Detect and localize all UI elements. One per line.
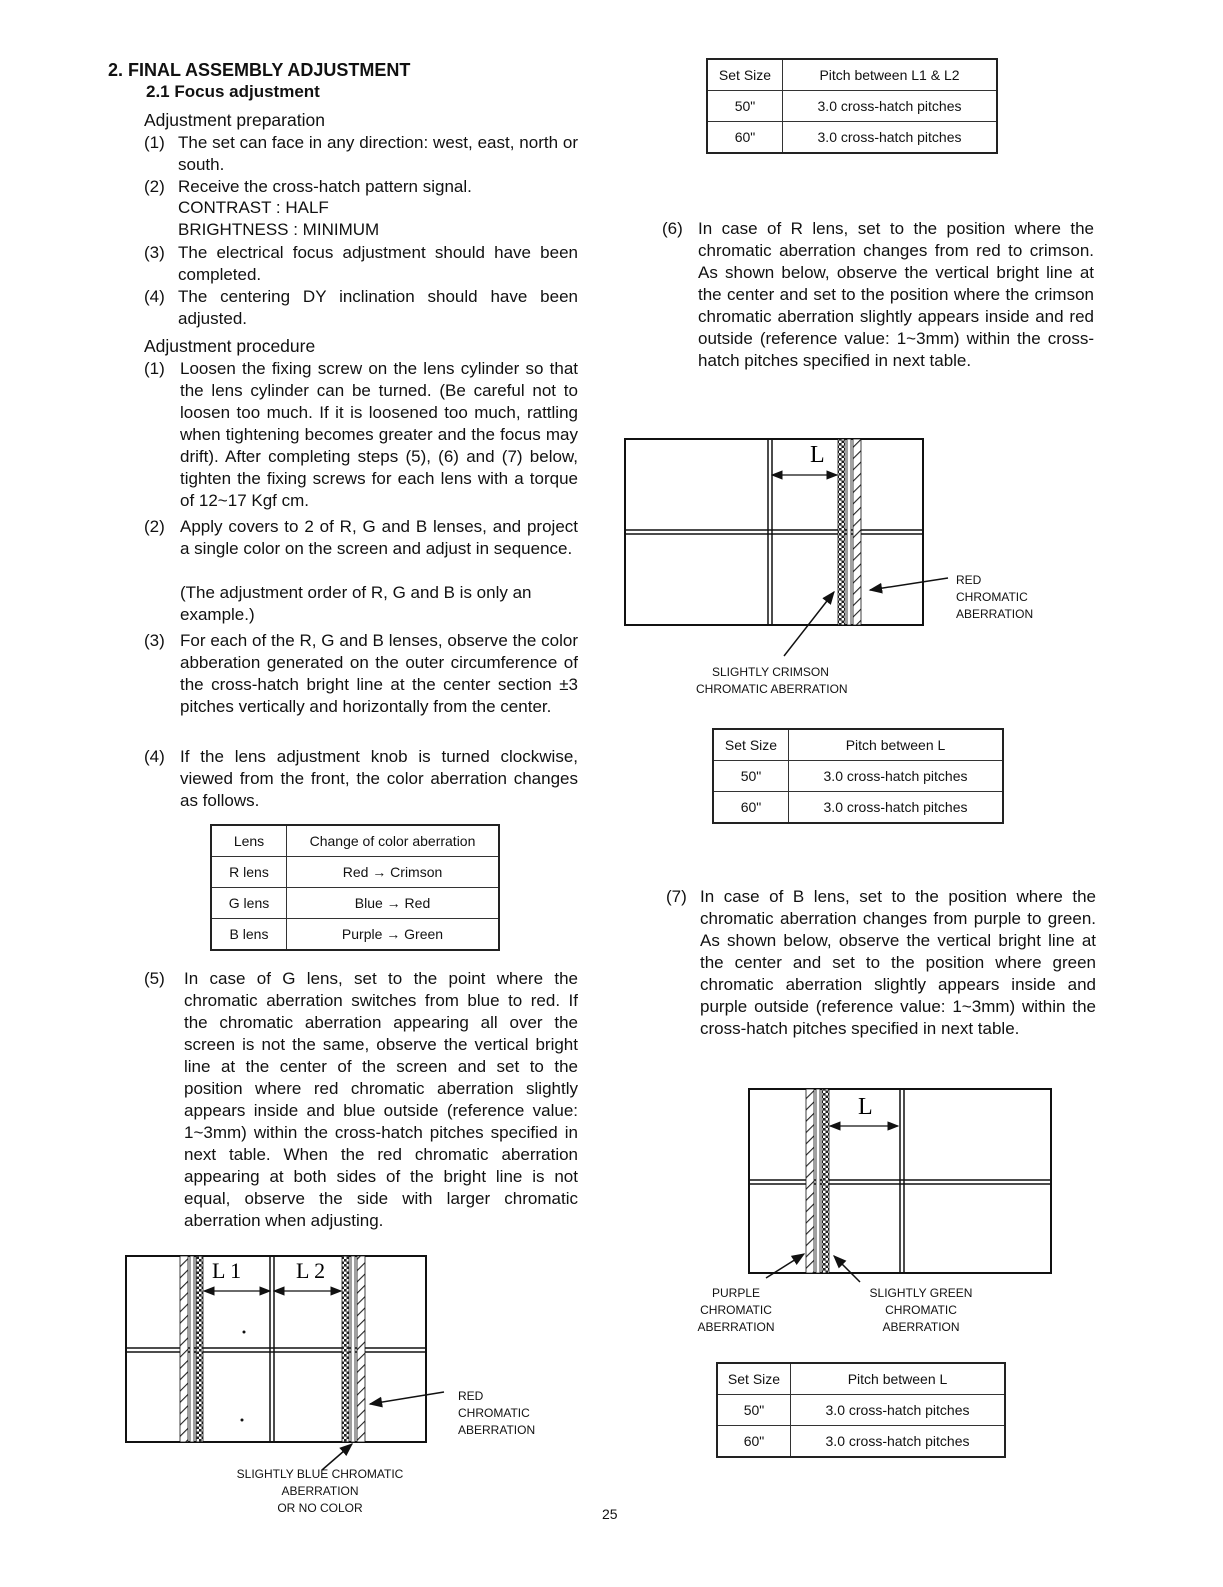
step-text: If the lens adjustment knob is turned clockwise, viewed from the front, the color aberration changes as follows. [180, 747, 578, 810]
table-cell: Purple → Green [287, 919, 500, 951]
red-aberration-label [956, 572, 1033, 623]
step-text: Apply covers to 2 of R, G and B lenses, and project a single color on the screen and adjust in sequence. [180, 517, 578, 558]
table-cell: 60" [713, 792, 789, 824]
step-text: In case of R lens, set to the position where the chromatic aberration changes from red to crimson. As shown below, observe the vertical bright line at the center and set to the position where the crimson chromatic aberration slightly appears inside and red outside (reference value: 1~3mm) within the cross-hatch pitches specified in next table. [698, 219, 1094, 370]
section-title: 2. FINAL ASSEMBLY ADJUSTMENT [108, 60, 411, 80]
table-header-row [211, 825, 499, 857]
bright-line-left [806, 1089, 829, 1273]
subsection-title: 2.1 Focus adjustment [146, 82, 320, 101]
step-text: For each of the R, G and B lenses, observe the color abberation generated on the outer circumference of the cross-hatch bright line at the center section ±3 pitches vertically and horizontally from the center. [180, 631, 578, 716]
table-cell: 60" [707, 122, 783, 154]
step-number: (6) [662, 219, 683, 238]
bright-line-right [838, 439, 861, 625]
table-row [717, 1395, 1005, 1426]
l-label: L [810, 442, 825, 468]
label-line: CHROMATIC [956, 590, 1028, 604]
table-cell: 3.0 cross-hatch pitches [783, 122, 998, 154]
table-row [707, 122, 997, 154]
step-text: In case of G lens, set to the point where the chromatic aberration switches from blue to red. If the chromatic aberration appearing all over the screen is not the same, observe the vertical bright line at the center of the screen and set to the position where red chromatic aberration slightly appears inside and blue outside (reference value: 1~3mm) within the cross-hatch pitches specified in next table. When the red chromatic aberration appearing at both sides of the bright line is not equal, observe the side with larger chromatic aberration when adjusting. [184, 969, 578, 1230]
label-line: SLIGHTLY CRIMSON [712, 665, 829, 679]
page-number: 25 [602, 1506, 618, 1522]
table-row [717, 1426, 1005, 1458]
bright-line-right [342, 1256, 365, 1442]
table-row [211, 857, 499, 888]
green-aberration-label [846, 1285, 996, 1336]
table-cell: 3.0 cross-hatch pitches [789, 792, 1004, 824]
step-text: The electrical focus adjustment should have been completed. [178, 243, 578, 284]
label-line: CHROMATIC ABERRATION [882, 1303, 960, 1334]
step-note: (The adjustment order of R, G and B is only an example.) [180, 583, 532, 624]
table-cell: 3.0 cross-hatch pitches [789, 761, 1004, 792]
table-header-cell: Set Size [707, 59, 783, 91]
proc-step-1 [144, 358, 578, 512]
purple-aberration-label [676, 1285, 796, 1336]
proc-step-6 [662, 218, 1094, 394]
step-text: Loosen the fixing screw on the lens cylinder so that the lens cylinder can be turned. (Be careful not to loosen too much. If it is loosened too much, rattling when tightening becomes greater and the focus may drift). After completing steps (5), (6) and (7) below, tighten the fixing screws for each lens with a torque of 12~17 Kgf cm. [180, 359, 578, 510]
step-number: (7) [666, 887, 687, 906]
prep-step-1 [144, 132, 578, 176]
table-header-cell: Set Size [717, 1363, 791, 1395]
crimson-aberration-label [696, 664, 848, 698]
table-header-row [717, 1363, 1005, 1395]
step-number: (1) [144, 133, 165, 152]
prep-step-4 [144, 286, 578, 330]
table-header-row [713, 729, 1003, 761]
preparation-heading: Adjustment preparation [144, 110, 325, 130]
proc-step-2 [144, 516, 578, 628]
table-cell: G lens [211, 888, 287, 919]
table-header-cell: Set Size [713, 729, 789, 761]
proc-step-3 [144, 630, 578, 742]
step-text: Receive the cross-hatch pattern signal. [178, 177, 472, 196]
step-number: (4) [144, 287, 165, 306]
brightness-setting: BRIGHTNESS : MINIMUM [178, 220, 380, 239]
l1-label: L 1 [212, 1258, 242, 1283]
label-line: ABERRATION [956, 607, 1034, 621]
table-row [713, 792, 1003, 824]
step-number: (2) [144, 177, 165, 196]
contrast-setting: CONTRAST : HALF [178, 198, 329, 217]
table-header-cell: Pitch between L [789, 729, 1004, 761]
pitch-table-b [716, 1362, 1006, 1458]
table-header-cell: Lens [211, 825, 287, 857]
table-cell: R lens [211, 857, 287, 888]
procedure-heading: Adjustment procedure [144, 336, 316, 356]
table-cell: 60" [717, 1426, 791, 1458]
table-row [707, 91, 997, 122]
table-cell: 3.0 cross-hatch pitches [783, 91, 998, 122]
proc-step-5 [144, 968, 578, 1232]
step-number: (5) [144, 969, 165, 988]
proc-step-4 [144, 746, 578, 812]
red-aberration-label [458, 1388, 535, 1439]
step-number: (2) [144, 517, 165, 536]
table-row [211, 888, 499, 919]
step-number: (3) [144, 631, 165, 650]
table-cell: 3.0 cross-hatch pitches [791, 1395, 1006, 1426]
table-header-cell: Pitch between L1 & L2 [783, 59, 998, 91]
table-cell: Red → Crimson [287, 857, 500, 888]
table-header-cell: Change of color aberration [287, 825, 500, 857]
table-cell: 50" [717, 1395, 791, 1426]
prep-step-2 [144, 176, 578, 242]
lens-table [210, 824, 500, 951]
label-line: ABERRATION [697, 1320, 775, 1334]
label-line: RED [458, 1389, 484, 1403]
screen-frame [625, 439, 923, 625]
label-line: ABERRATION [458, 1423, 536, 1437]
pitch-table-r [712, 728, 1004, 824]
step-text: In case of B lens, set to the position where the chromatic aberration changes from purple to green. As shown below, observe the vertical bright line at the center and set to the position where green chromatic aberration slightly appears inside and purple outside (reference value: 1~3mm) within the cross-hatch pitches specified in next table. [700, 887, 1096, 1038]
blue-aberration-label [200, 1466, 440, 1517]
proc-step-7 [666, 886, 1096, 1062]
table-cell: B lens [211, 919, 287, 951]
step-number: (3) [144, 243, 165, 262]
b-lens-diagram [748, 1088, 1058, 1288]
table-header-row [707, 59, 997, 91]
l-label: L [858, 1094, 873, 1120]
table-cell: 50" [707, 91, 783, 122]
step-text: The centering DY inclination should have been adjusted. [178, 287, 578, 328]
table-cell: 3.0 cross-hatch pitches [791, 1426, 1006, 1458]
label-line: CHROMATIC ABERRATION [696, 682, 848, 696]
table-cell: Blue → Red [287, 888, 500, 919]
label-line: PURPLE CHROMATIC [700, 1286, 772, 1317]
table-row [713, 761, 1003, 792]
table-cell: 50" [713, 761, 789, 792]
l2-label: L 2 [296, 1258, 326, 1283]
step-number: (4) [144, 747, 165, 766]
table-row [211, 919, 499, 951]
label-line: SLIGHTLY GREEN [869, 1286, 973, 1300]
bright-line-left [180, 1256, 203, 1442]
label-line: CHROMATIC [458, 1406, 530, 1420]
pitch-table-l1-l2 [706, 58, 998, 154]
label-line: OR NO COLOR [277, 1501, 363, 1515]
step-number: (1) [144, 359, 165, 378]
prep-step-3 [144, 242, 578, 286]
screen-frame [126, 1256, 426, 1442]
table-header-cell: Pitch between L [791, 1363, 1006, 1395]
label-line: SLIGHTLY BLUE CHROMATIC ABERRATION [236, 1467, 404, 1498]
step-text: The set can face in any direction: west, east, north or south. [178, 133, 578, 174]
label-line: RED [956, 573, 982, 587]
